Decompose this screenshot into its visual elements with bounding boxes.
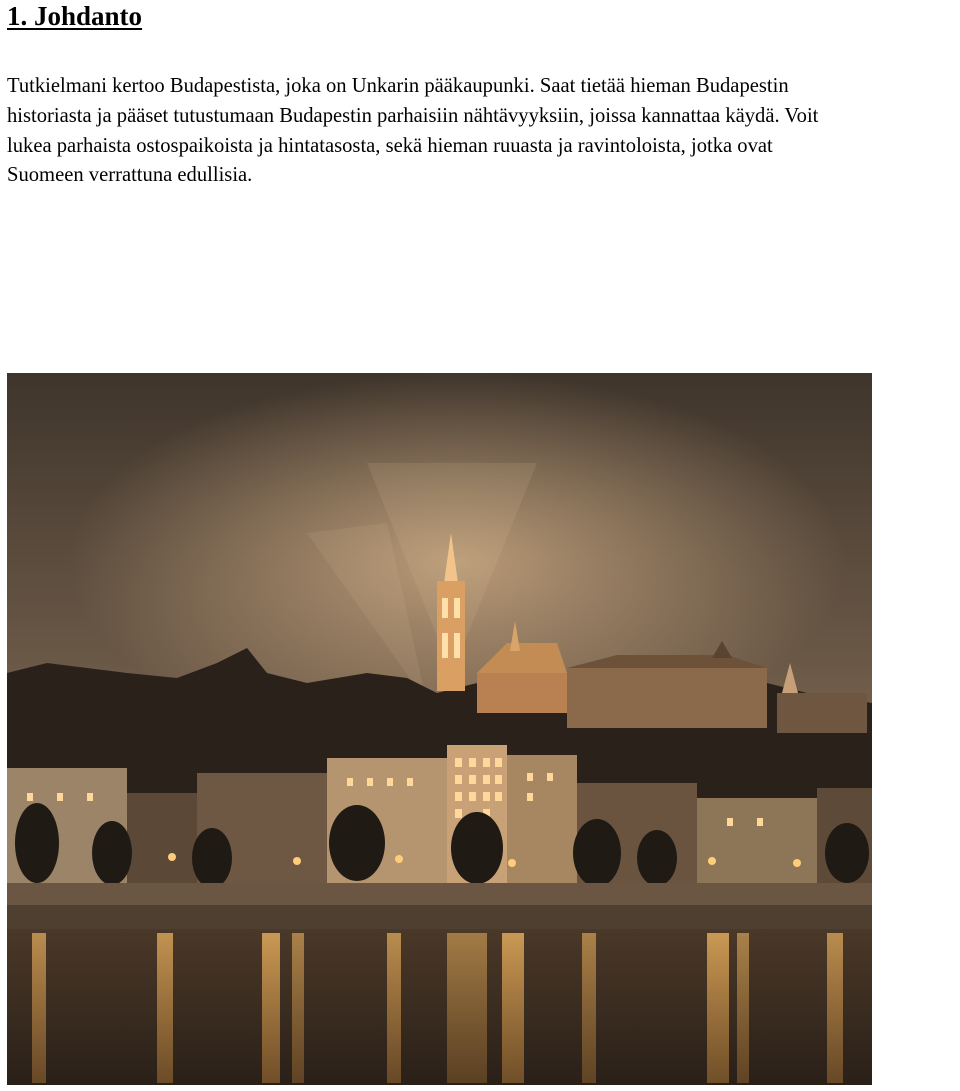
- intro-line: lukea parhaista ostospaikoista ja hintatasosta, sekä hieman ruuasta ja ravintoloista, jotka ovat: [7, 134, 773, 157]
- cityscape-illustration: [7, 373, 872, 1085]
- embankment: [7, 883, 872, 905]
- page-title: 1. Johdanto: [7, 1, 143, 31]
- intro-paragraph: [7, 72, 957, 191]
- church-tower: [437, 581, 465, 691]
- intro-line: Tutkielmani kertoo Budapestista, joka on Unkarin pääkaupunki. Saat tietää hieman Budapestin: [7, 75, 789, 97]
- quay-wall: [7, 905, 872, 929]
- intro-line: historiasta ja pääset tutustumaan Budapestin parhaisiin nähtävyyksiin, joissa kannattaa käydä. Voit: [7, 104, 819, 127]
- budapest-night-photo: [7, 373, 872, 1085]
- intro-line: Suomeen verrattuna edullisia.: [7, 164, 253, 187]
